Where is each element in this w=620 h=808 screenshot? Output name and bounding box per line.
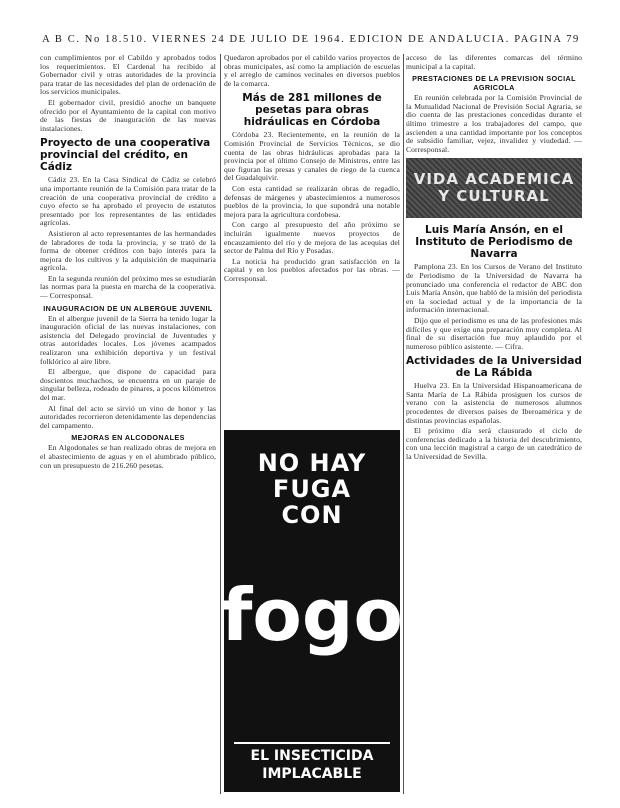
masthead: A B C. No 18.510. VIERNES 24 DE JULIO DE 1964. EDICION DE ANDALUCIA. PAGINA 79 (42, 34, 580, 45)
ad-divider (234, 742, 390, 744)
fogo-advertisement (224, 430, 400, 792)
headline-anson: Luis María Ansón, en el Instituto de Periodismo de Navarra (415, 224, 573, 261)
fogo-logo-icon (224, 550, 400, 680)
article-text: En la segunda reunión del próximo mes se estudiarán las normas para la puesta en marcha de la cooperativa. — Corresponsal. (40, 273, 216, 301)
section-banner (406, 158, 582, 218)
article-text: Córdoba 23. Recientemente, en la reunión de la Comisión Provincial de Servicios Técnicos, se dio cuenta de las obras hidráulicas aprobadas para la provincia por el último Consejo de Ministros, entre las que figuran las presas y canales de riego de la cuenca del Guadalquivir. (224, 130, 400, 183)
banner-line-2: Y CULTURAL (438, 187, 550, 206)
article-text: El gobernador civil, presidió anoche un banquete ofrecido por el Ayuntamiento de la capital con motivo de las fiestas de inauguración de las nuevas instalaciones. (40, 97, 216, 133)
article-text: Con cargo al presupuesto del año próximo se incluirán igualmente nuevos proyectos de encauzamiento del río y de mejora de las acequias del sector de Palma del Río y Posadas. (224, 220, 400, 256)
column-right (406, 54, 582, 464)
article-text: Huelva 23. En la Universidad Hispanoamericana de Santa María de La Rábida prosiguen los cursos de verano con la asistencia de numerosos alumnos procedentes de diversos países de Iberoamérica y de distintas provincias españolas. (406, 381, 582, 425)
article-text: En Algodonales se han realizado obras de mejora en el abastecimiento de aguas y en el alumbrado público, con un presupuesto de 216.260 pesetas. (40, 443, 216, 470)
article-text: acceso de las diferentes comarcas del término municipal a la capital. (406, 54, 582, 71)
ad-brand: fogo (224, 573, 400, 657)
article-text: Quedaron aprobados por el cabildo varios proyectos de obras municipales, así como la ampliación de escuelas y el arreglo de caminos vecinales en diversos pueblos de la comarca. (224, 54, 400, 88)
article-text: Pamplona 23. En los Cursos de Verano del Instituto de Periodismo de la Universidad de Navarra ha pronunciado una conferencia el redactor de ABC don Luis María Ansón, que habló de la misión del periodista en la sociedad actual y de la importancia de la información internacional. (406, 262, 582, 315)
column-rule (220, 54, 221, 794)
article-text: El albergue, que dispone de capacidad para doscientos muchachos, se encuentra en un paraje de singular belleza, rodeado de pinares, a pocos kilómetros del mar. (40, 367, 216, 402)
subhead-algodonales: MEJORAS EN ALCODONALES (71, 433, 185, 443)
headline-cooperativa: Proyecto de una cooperativa provincial del crédito, en Cádiz (40, 137, 211, 174)
article-text: En el albergue juvenil de la Sierra ha tenido lugar la inauguración oficial de las nuevas instalaciones, con asistencia del Delegado provincial de Juventudes y otras autoridades locales. Los jóvenes acampados realizaron una exhibición deportiva y un festival folklórico al aire libre. (40, 313, 216, 366)
article-text: con cumplimientos por el Cabildo y aprobados todos los requerimientos. El Cardenal ha recibido al Gobernador civil y otras autoridades de la provincia para tratar de las necesidades del plan de ordenación de los servicios municipales. (40, 54, 216, 97)
article-text: Al final del acto se sirvió un vino de honor y las autoridades recorrieron detenidamente las dependencias del campamento. (40, 403, 216, 430)
ad-line-3: CON (281, 501, 343, 529)
article-text: Dijo que el periodismo es una de las profesiones más difíciles y que exige una preparación muy completa. Al final de su disertación fue muy aplaudido por el numeroso público asistente. — Cifra. (406, 315, 582, 351)
subhead-albergue: INAUGURACION DE UN ALBERGUE JUVENIL (43, 303, 213, 313)
column-left (40, 54, 216, 472)
fogo-logo (224, 550, 400, 680)
headline-obras-hidraulicas: Más de 281 millones de pesetas para obras hidráulicas en Córdoba (242, 92, 382, 129)
headline-rabida: Actividades de la Universidad de La Rábida (406, 355, 582, 380)
article-text: En reunión celebrada por la Comisión Provincial de la Mutualidad Nacional de Previsión Social Agraria, se dio cuenta de las prestaciones concedidas durante el último trimestre a los trabajadores del campo, que ascienden a una cantidad importante por los conceptos de subsidio familiar, vejez, invalidez y viudedad. — Corresponsal. (406, 93, 582, 154)
article-text: Asistieron al acto representantes de las hermandades de labradores de toda la provincia, y se trató de la forma de obtener créditos con bajo interés para la mejora de los cultivos y la adquisición de maquinaria agrícola. (40, 228, 216, 273)
column-middle (224, 54, 400, 426)
article-text: Cádiz 23. En la Casa Sindical de Cádiz se celebró una importante reunión de la Comisión para tratar de la creación de una cooperativa provincial de crédito a cuyo efecto se ha aprobado el proyecto de estatutos presentado por los representantes de las entidades agrícolas. (40, 175, 216, 228)
ad-slogan-2: IMPLACABLE (262, 766, 362, 782)
column-rule (403, 54, 404, 794)
ad-slogan-1: EL INSECTICIDA (250, 748, 374, 764)
article-text: El próximo día será clausurado el ciclo de conferencias dedicado a la historia del descubrimiento, con una lección magistral a cargo de un catedrático de la Universidad de Sevilla. (406, 426, 582, 462)
subhead-prevision: PRESTACIONES DE LA PREVISION SOCIAL AGRICOLA (412, 74, 576, 93)
ad-headline (224, 450, 400, 528)
banner-line-1: VIDA ACADEMICA (413, 170, 575, 189)
article-text: Con esta cantidad se realizarán obras de regadío, defensas de márgenes y abastecimientos a numerosos pueblos de la provincia, lo que supondrá una notable mejora para la agricultura cordobesa. (224, 183, 400, 219)
article-text: La noticia ha producido gran satisfacción en la capital y en los pueblos afectados por las obras. — Corresponsal. (224, 256, 400, 283)
ad-line-2: FUGA (272, 475, 352, 503)
ad-line-1: NO HAY (257, 449, 367, 477)
